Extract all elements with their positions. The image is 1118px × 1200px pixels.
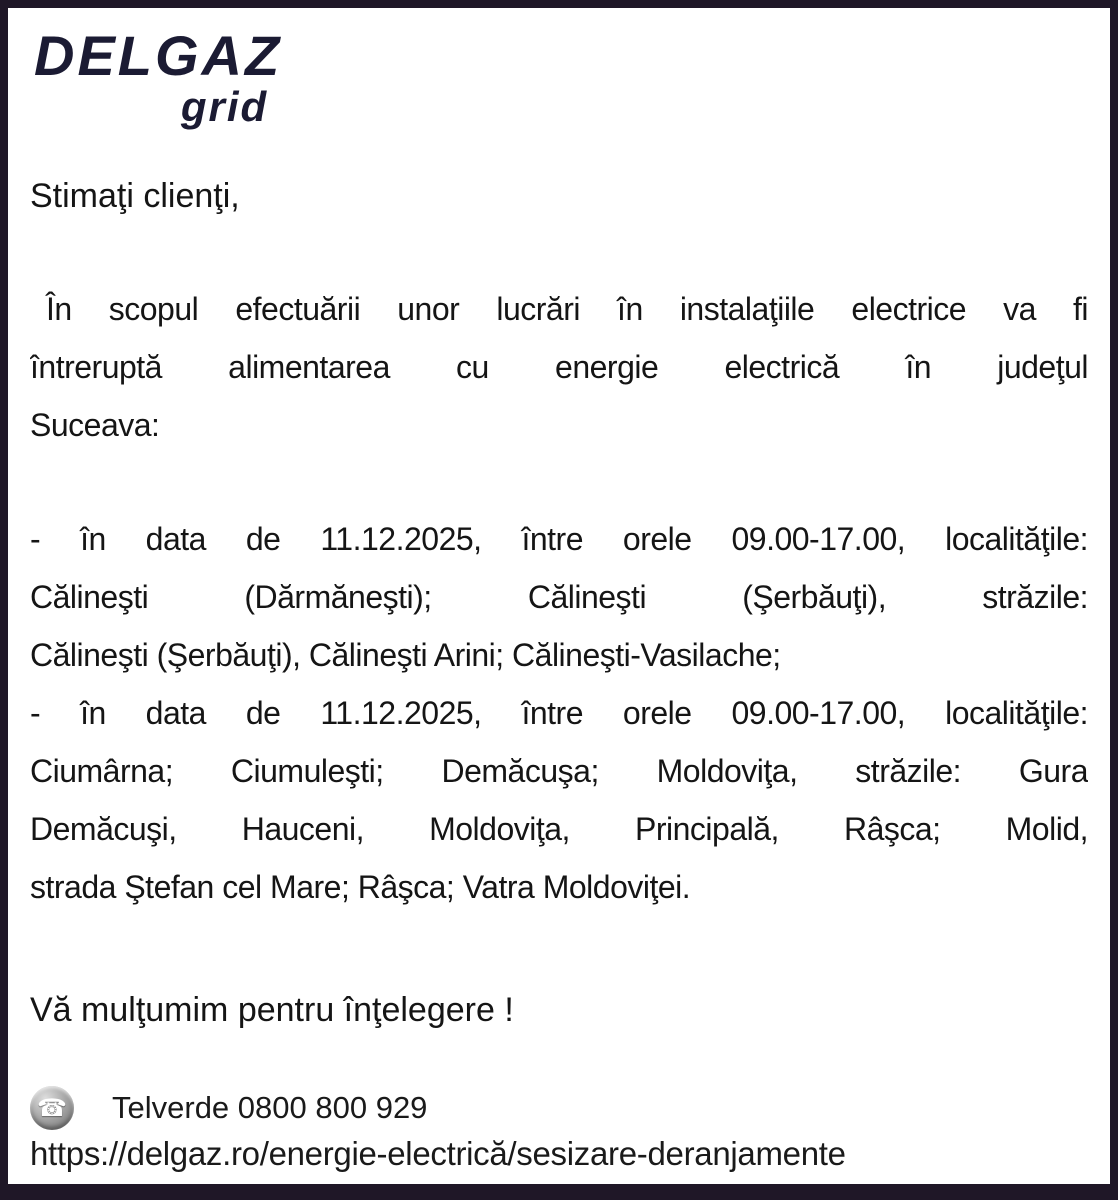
outage-line: strada Ştefan cel Mare; Râşca; Vatra Moldoviţei. (30, 869, 691, 905)
intro-line: întreruptă alimentarea cu energie electrică în judeţul (30, 349, 1088, 385)
outage-item-2 (30, 684, 1088, 916)
report-outage-url[interactable]: https://delgaz.ro/energie-electrică/sesizare-deranjamente (30, 1135, 846, 1172)
greeting-text: Stimaţi clienţi, (30, 177, 240, 215)
telephone-icon (30, 1086, 74, 1130)
outage-line: Demăcuşi, Hauceni, Moldoviţa, Principală, Râşca; Molid, (30, 811, 1088, 847)
delgaz-grid-logo (34, 24, 283, 130)
outage-line: Călineşti (Dărmăneşti); Călineşti (Şerbăuţi), străzile: (30, 579, 1088, 615)
outage-item-1 (30, 510, 1088, 684)
intro-line: În scopul efectuării unor lucrări în instalaţiile electrice va fi (46, 291, 1088, 327)
logo-subbrand: grid (180, 83, 269, 130)
outage-line: Ciumârna; Ciumuleşti; Demăcuşa; Moldoviţa, străzile: Gura (30, 753, 1088, 789)
phone-contact-row (30, 1074, 1088, 1130)
outage-list (30, 510, 1088, 916)
outage-line: - în data de 11.12.2025, între orele 09.00-17.00, localităţile: (30, 695, 1088, 731)
closing-text: Vă mulţumim pentru înţelegere ! (30, 991, 514, 1029)
outage-line: - în data de 11.12.2025, între orele 09.00-17.00, localităţile: (30, 521, 1088, 557)
telephone-glyph: ☎ (37, 1094, 67, 1122)
intro-paragraph (30, 280, 1088, 454)
telverde-phone-number: Telverde 0800 800 929 (112, 1090, 428, 1125)
logo-wordmark: DELGAZ (34, 24, 283, 87)
outage-line: Călineşti (Şerbăuţi), Călineşti Arini; Călineşti-Vasilache; (30, 637, 781, 673)
intro-line: Suceava: (30, 407, 160, 443)
